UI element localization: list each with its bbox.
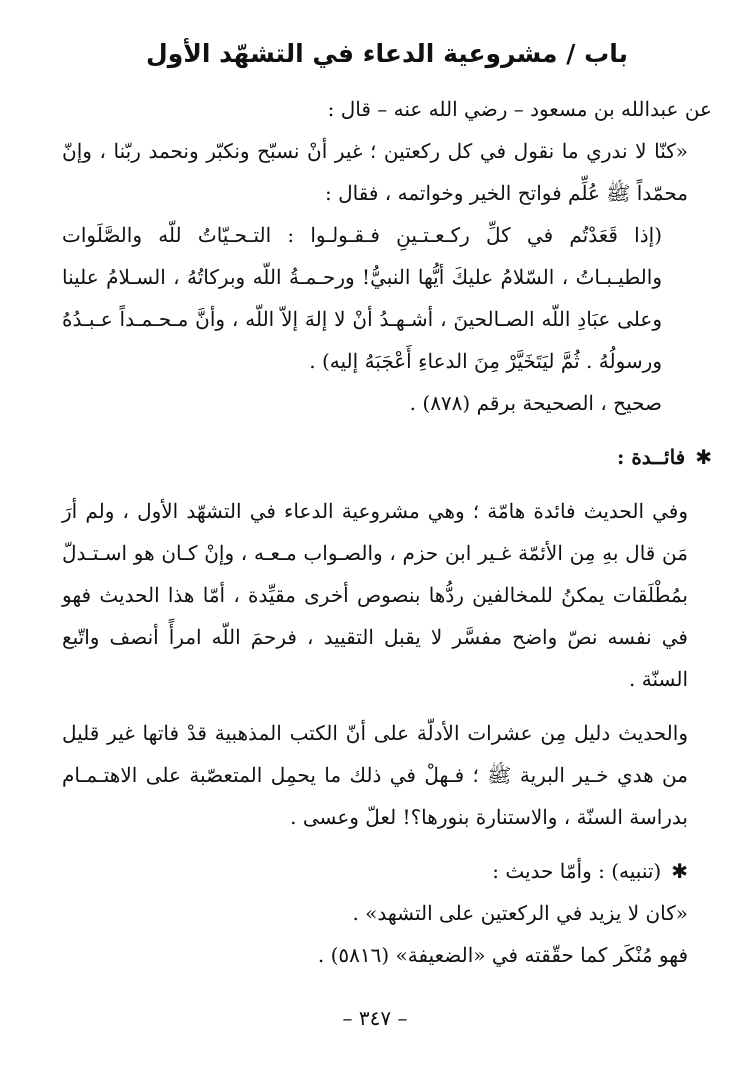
tanbih-quote: «كان لا يزيد في الركعتين على التشهد» . (352, 901, 688, 925)
spacer (62, 700, 712, 712)
hadith-intro: عن عبدالله بن مسعود – رضي الله عنه – قال : (327, 97, 712, 121)
page-number: – ٣٤٧ – (342, 1006, 408, 1030)
hadith-grading: صحيح ، الصحيحة برقم (٨٧٨) . (409, 391, 662, 415)
spacer (62, 424, 712, 436)
asterisk-icon: ✱ (695, 445, 712, 469)
page-content (62, 34, 712, 976)
faida-paragraph-2: والحديث دليل مِن عشرات الأدلّة على أنّ الكتب المذهبية قدْ فاتها غير قليل من هدي خـير البرية ﷺ ؛ فـهلْ في ذلك ما يحمِل المتعصّبة على الاهتـمـام بدراسة السنّة ، والاستنارة بنورها؟! لعلّ وعسى . (62, 721, 688, 829)
tanbih-note (62, 850, 712, 892)
tanbih-ruling: فهو مُنْكَر كما حقّقته في «الضعيفة» (٥٨١٦) . (317, 943, 688, 967)
tanbih-text: (تنبيه) : وأمّا حديث : (492, 859, 662, 883)
spacer (62, 478, 712, 490)
faida-paragraph-1: وفي الحديث فائدة هامّة ؛ وهي مشروعية الدعاء في التشهّد الأول ، ولم أرَ مَن قال بهِ مِن الأئمّة غـير ابن حزم ، والصـواب مـعـه ، وإنْ كـان هو اسـتـدلّ بمُطْلَقات يمكنُ للمخالفين ردُّها بنصوص أخرى مقيِّدة ، أمّا هذا الحديث فهو في نفسه نصّ واضح مفسَّر لا يقبل التقييد ، فرحمَ اللّه امرأً أنصف واتّبع السنّة . (62, 499, 688, 691)
faida-heading (62, 436, 712, 478)
spacer (62, 838, 712, 850)
hadith-quote-tashahhud: (إذا قَعَدْتُم في كلِّ ركـعـتـينِ فـقـولـوا : التـحـيّاتُ للّه والصَّلَوات والطيـبـاتُ ، السّلامُ عليكَ أيُّها النبيُّ! ورحـمـةُ اللّه وبركاتُهُ ، السـلامُ علينا وعلى عبَادِ اللّه الصـالحينَ ، أشـهـدُ أنْ لا إلهَ إلاّ اللّه ، وأنَّ مـحـمـداً عـبـدُهُ ورسولُهُ . ثُمَّ ليَتَخَيَّرْ مِنَ الدعاءِ أَعْجَبَهُ إليه) . (62, 223, 662, 373)
hadith-quote-opening: «كنّا لا ندري ما نقول في كل ركعتين ؛ غير أنْ نسبّح ونكبّر ونحمد ربّنا ، وإنّ محمّداً ﷺ عُلِّم فواتح الخير وخواتمه ، فقال : (62, 139, 688, 205)
asterisk-icon: ✱ (671, 859, 688, 883)
chapter-title: باب / مشروعية الدعاء في التشهّد الأول (146, 39, 628, 68)
faida-heading-text: فائــدة : (616, 445, 686, 469)
